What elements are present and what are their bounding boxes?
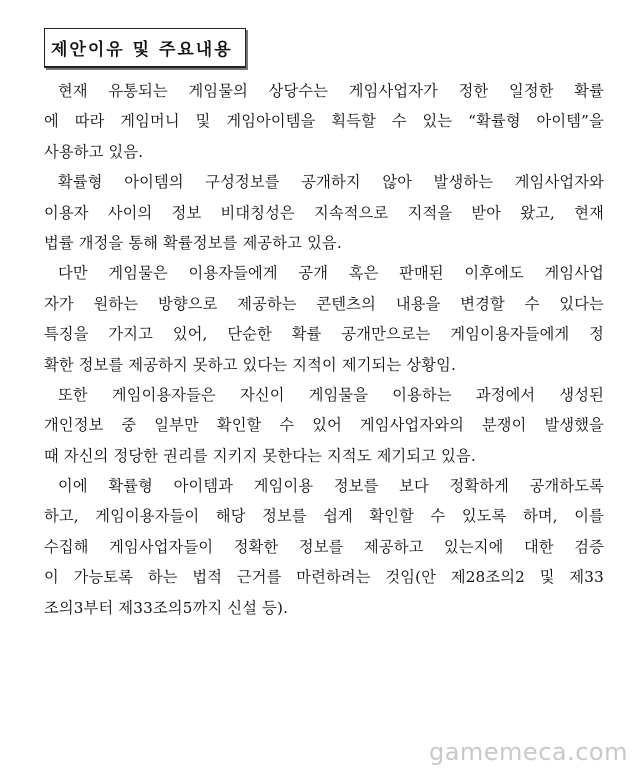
text-line: 하고, 게임이용자들이 해당 정보를 쉽게 확인할 수 있도록 하며, 이를 [44, 507, 604, 526]
text-line: 자가 원하는 방향으로 제공하는 콘텐츠의 내용을 변경할 수 있다는 [44, 294, 604, 313]
watermark: gamemeca.com [428, 738, 628, 766]
section-title: 제안이유 및 주요내용 [44, 28, 246, 68]
body-text [44, 76, 604, 623]
text-line: 특징을 가지고 있어, 단순한 확률 공개만으로는 게임이용자들에게 정 [44, 325, 604, 344]
text-line: 현재 유통되는 게임물의 상당수는 게임사업자가 정한 일정한 확률 [58, 82, 604, 100]
text-line: 이에 확률형 아이템과 게임이용 정보를 보다 정확하게 공개하도록 [58, 477, 604, 496]
text-line: 때 자신의 정당한 권리를 지키지 못한다는 지적도 제기되고 있음. [44, 446, 476, 465]
text-line: 법률 개정을 통해 확률정보를 제공하고 있음. [44, 233, 342, 252]
text-line: 사용하고 있음. [44, 142, 144, 161]
text-line: 확률형 아이템의 구성정보를 공개하지 않아 발생하는 게임사업자와 [58, 173, 604, 192]
text-line: 에 따라 게임머니 및 게임아이템을 획득할 수 있는 “확률형 아이템”을 [44, 112, 604, 131]
text-line: 수집해 게임사업자들이 정확한 정보를 제공하고 있는지에 대한 검증 [44, 537, 604, 556]
text-line: 이 가능토록 하는 법적 근거를 마련하려는 것임(안 제28조의2 및 제33 [44, 568, 604, 587]
text-line: 확한 정보를 제공하지 못하고 있다는 지적이 제기되는 상황임. [44, 355, 456, 374]
text-line: 또한 게임이용자들은 자신이 게임물을 이용하는 과정에서 생성된 [58, 385, 604, 404]
text-line: 조의3부터 제33조의5까지 신설 등). [44, 598, 289, 617]
text-line: 다만 게임물은 이용자들에게 공개 혹은 판매된 이후에도 게임사업 [58, 264, 604, 283]
text-line: 개인정보 중 일부만 확인할 수 있어 게임사업자와의 분쟁이 발생했을 [44, 416, 604, 435]
text-line: 이용자 사이의 정보 비대칭성은 지속적으로 지적을 받아 왔고, 현재 [44, 203, 604, 222]
